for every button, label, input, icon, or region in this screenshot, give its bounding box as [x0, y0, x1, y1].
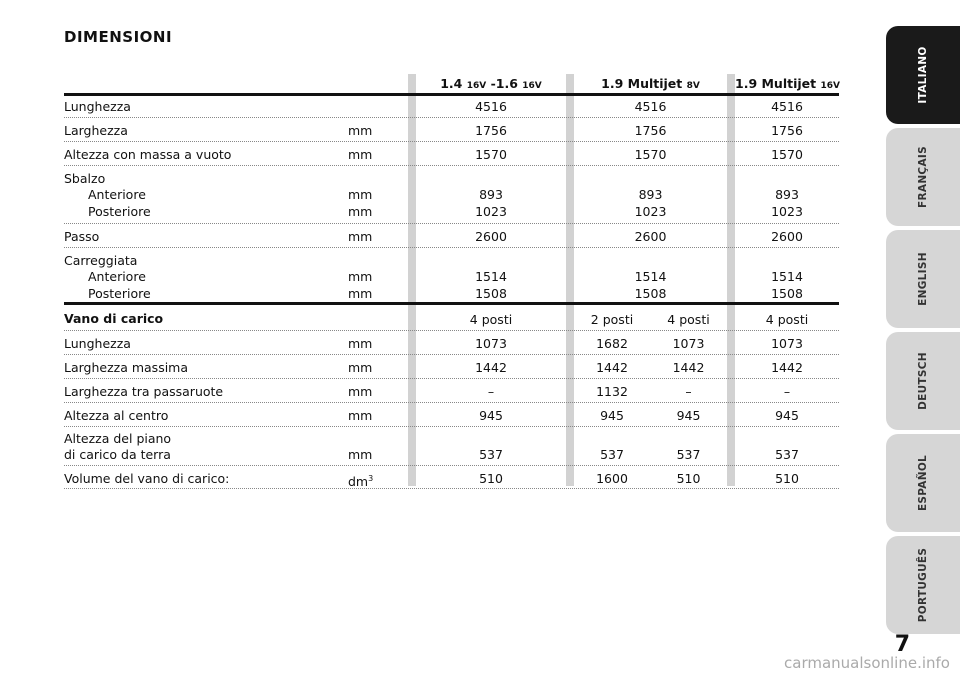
- row-divider: [64, 330, 839, 331]
- row-label: Larghezza: [64, 123, 128, 138]
- row-label: Larghezza tra passaruote: [64, 384, 224, 399]
- table-cell: 893: [479, 187, 503, 202]
- row-unit: mm: [348, 360, 373, 375]
- table-cell: –: [685, 384, 692, 399]
- table-cell: 1514: [634, 269, 667, 284]
- table-cell: 1132: [596, 384, 628, 399]
- table-cell: 1023: [771, 204, 803, 219]
- row-label: Anteriore: [88, 269, 146, 284]
- table-cell: 2600: [771, 229, 803, 244]
- table-cell: 510: [479, 471, 503, 486]
- row-divider: [64, 141, 839, 142]
- table-cell: 1508: [634, 286, 667, 301]
- row-label: Posteriore: [88, 204, 151, 219]
- row-unit: mm: [348, 408, 373, 423]
- table-cell: 2 posti: [590, 312, 634, 327]
- table-cell: 1756: [475, 123, 507, 138]
- row-divider: [64, 165, 839, 166]
- row-divider: [64, 402, 839, 403]
- table-cell: 4 posti: [667, 312, 710, 327]
- row-unit: mm: [348, 123, 373, 138]
- table-cell: 1442: [596, 360, 628, 375]
- table-cell: –: [783, 384, 791, 399]
- table-cell: 1442: [672, 360, 705, 375]
- table-cell: 510: [775, 471, 799, 486]
- tab-portugues[interactable]: PORTUGUÊS: [886, 536, 960, 634]
- table-cell: 4 posti: [469, 312, 513, 327]
- column-separator: [727, 74, 735, 486]
- table-cell: 1514: [475, 269, 507, 284]
- row-label: di carico da terra: [64, 447, 171, 462]
- tab-francais[interactable]: FRANÇAIS: [886, 128, 960, 226]
- table-cell: 1570: [634, 147, 667, 162]
- table-cell: 893: [775, 187, 799, 202]
- table-cell: 1570: [475, 147, 507, 162]
- row-divider: [64, 223, 839, 224]
- row-unit: mm: [348, 147, 373, 162]
- table-cell: 1442: [771, 360, 803, 375]
- row-divider: [64, 247, 839, 248]
- table-cell: 1600: [596, 471, 628, 486]
- table-cell: 945: [479, 408, 503, 423]
- section-heading: Vano di carico: [64, 311, 164, 326]
- table-cell: 1442: [475, 360, 507, 375]
- row-unit: mm: [348, 187, 373, 202]
- row-divider: [64, 488, 839, 489]
- page-number: 7: [894, 632, 910, 657]
- row-unit: mm: [348, 447, 373, 462]
- table-cell: 537: [600, 447, 624, 462]
- table-cell: 945: [600, 408, 624, 423]
- column-header-2: 1.9 Multijet 8V: [601, 76, 700, 91]
- row-label: Lunghezza: [64, 99, 131, 114]
- column-separator: [566, 74, 574, 486]
- table-cell: 4516: [771, 99, 803, 114]
- row-unit: mm: [348, 204, 373, 219]
- row-label: Altezza al centro: [64, 408, 169, 423]
- table-cell: 1073: [475, 336, 507, 351]
- row-unit: mm: [348, 269, 373, 284]
- table-cell: 1023: [475, 204, 507, 219]
- table-cell: 2600: [475, 229, 507, 244]
- table-cell: 4516: [634, 99, 667, 114]
- table-cell: 4 posti: [765, 312, 809, 327]
- row-unit: $dm^3$: [348, 474, 374, 490]
- table-cell: 945: [676, 408, 701, 423]
- watermark: carmanualsonline.info: [784, 654, 950, 672]
- table-cell: –: [487, 384, 495, 399]
- row-label: Altezza con massa a vuoto: [64, 147, 232, 162]
- column-header-1: 1.4 16V -1.6 16V: [440, 76, 542, 91]
- table-cell: 1508: [475, 286, 507, 301]
- table-cell: 1508: [771, 286, 803, 301]
- table-cell: 1570: [771, 147, 803, 162]
- row-label: Altezza del piano: [64, 431, 172, 446]
- row-unit: mm: [348, 384, 373, 399]
- column-header-3: 1.9 Multijet 16V: [735, 76, 840, 91]
- section-rule: [64, 302, 839, 305]
- table-cell: 510: [676, 471, 701, 486]
- table-cell: 537: [676, 447, 701, 462]
- table-cell: 2600: [634, 229, 667, 244]
- table-cell: 1514: [771, 269, 803, 284]
- table-cell: 1756: [634, 123, 667, 138]
- tab-italiano[interactable]: ITALIANO: [886, 26, 960, 124]
- table-cell: 4516: [475, 99, 507, 114]
- header-rule: [64, 93, 839, 96]
- tab-espanol[interactable]: ESPAÑOL: [886, 434, 960, 532]
- row-label: Anteriore: [88, 187, 146, 202]
- column-separator: [408, 74, 416, 486]
- row-label: Volume del vano di carico:: [64, 471, 230, 486]
- tab-deutsch[interactable]: DEUTSCH: [886, 332, 960, 430]
- row-label: Passo: [64, 229, 100, 244]
- row-unit: mm: [348, 286, 373, 301]
- tab-english[interactable]: ENGLISH: [886, 230, 960, 328]
- table-cell: 1073: [771, 336, 803, 351]
- table-cell: 1023: [634, 204, 667, 219]
- page-title: DIMENSIONI: [64, 28, 173, 46]
- row-divider: [64, 354, 839, 355]
- row-unit: mm: [348, 229, 373, 244]
- table-cell: 537: [775, 447, 799, 462]
- row-divider: [64, 465, 839, 466]
- table-cell: 1682: [596, 336, 628, 351]
- row-unit: mm: [348, 336, 373, 351]
- row-label: Larghezza massima: [64, 360, 189, 375]
- row-divider: [64, 426, 839, 427]
- row-label: Posteriore: [88, 286, 151, 301]
- table-cell: 537: [479, 447, 503, 462]
- row-label: Lunghezza: [64, 336, 131, 351]
- row-divider: [64, 117, 839, 118]
- row-divider: [64, 378, 839, 379]
- table-cell: 893: [638, 187, 663, 202]
- row-label: Carreggiata: [64, 253, 138, 268]
- table-cell: 1073: [672, 336, 705, 351]
- table-cell: 945: [775, 408, 799, 423]
- table-cell: 1756: [771, 123, 803, 138]
- row-label: Sbalzo: [64, 171, 106, 186]
